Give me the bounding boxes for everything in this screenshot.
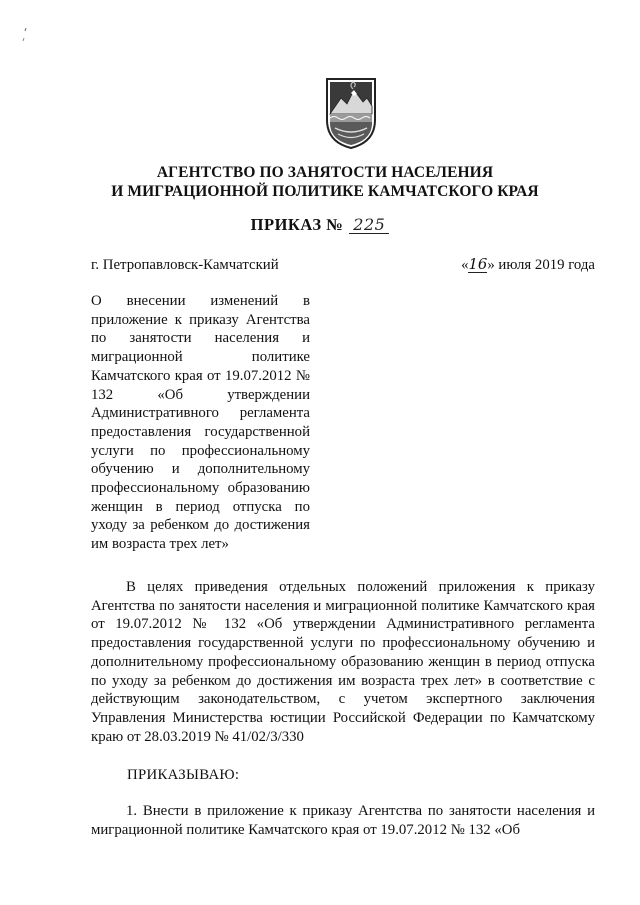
preamble-paragraph: В целях приведения отдельных положений приложения к приказу Агентства по занятости населения и миграционной политике Камчатского края от 19.07.2012 № 132 «Об утверждении Административного регламента предоставления государственной услуги по профессиональному обучению и дополнительному профессиональному образованию женщин в период отпуска по уходу за ребенком до достижения им возраста трех лет» в соответствие с действующим законодательством, с учетом экспертного заключения Управления Министерства юстиции Российской Федерации по Камчатскому краю от 28.03.2019 № 41/02/3/330 bbox=[91, 579, 595, 745]
date-quote-close: » bbox=[487, 257, 495, 273]
order-word: ПРИКАЗЫВАЮ: bbox=[127, 767, 240, 783]
order-number: 225 bbox=[349, 217, 389, 234]
city: г. Петропавловск-Камчатский bbox=[91, 257, 279, 273]
order-title-label: ПРИКАЗ № bbox=[250, 215, 344, 234]
order-date bbox=[461, 257, 595, 274]
date-quote-open: « bbox=[461, 257, 469, 273]
organization-name bbox=[80, 163, 570, 201]
kamchatka-coat-of-arms-icon bbox=[323, 76, 379, 150]
organization-name-line2: И МИГРАЦИОННОЙ ПОЛИТИКЕ КАМЧАТСКОГО КРАЯ bbox=[111, 183, 539, 200]
order-item-1: 1. Внести в приложение к приказу Агентства по занятости населения и миграционной политике Камчатского края от 19.07.2012 № 132 «Об bbox=[91, 803, 595, 838]
date-day: 16 bbox=[468, 256, 488, 273]
order-subject: О внесении изменений в приложение к приказу Агентства по занятости населения и миграционной политике Камчатского края от 19.07.2012 № 132 «Об утверждении Административного регламента предоставления государственной услуги по профессиональному обучению и дополнительному профессиональному образованию женщин в период отпуска по уходу за ребенком до достижения им возраста трех лет» bbox=[91, 293, 310, 553]
organization-name-line1: АГЕНТСТВО ПО ЗАНЯТОСТИ НАСЕЛЕНИЯ bbox=[156, 164, 494, 181]
scan-mark-icon bbox=[20, 26, 30, 46]
order-title bbox=[0, 215, 640, 235]
date-month-year: июля 2019 года bbox=[494, 257, 595, 273]
